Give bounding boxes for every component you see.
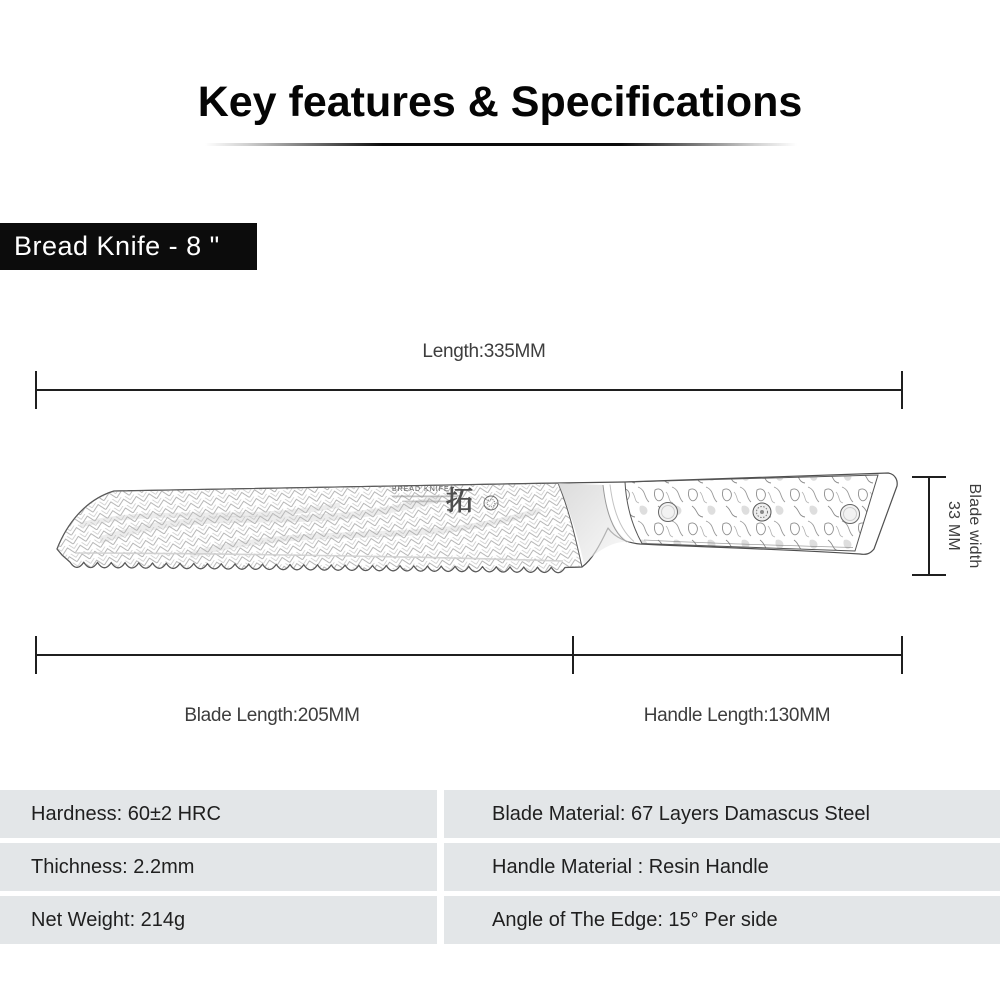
total-length-tick-right [901, 371, 903, 409]
spec-cell-thickness: Thichness: 2.2mm [0, 843, 437, 891]
length-split-tick-left [35, 636, 37, 674]
blade-logo-icon: 拓 [446, 486, 473, 517]
handle-length-label: Handle Length:130MM [643, 705, 831, 726]
blade-width-label [939, 464, 985, 588]
blade-length-label: Blade Length:205MM [184, 705, 360, 726]
blade-brand-text: BREAD KNIFE [392, 486, 450, 493]
handle-rivet-icon [841, 505, 860, 524]
handle-mosaic-pin-icon [753, 503, 771, 521]
total-length-line [36, 389, 902, 391]
total-length-label: Length:335MM [422, 341, 546, 362]
page-title: Key features & Specifications [197, 78, 803, 126]
blade-width-label-line1: Blade width [966, 483, 983, 569]
spec-cell-handle-material: Handle Material : Resin Handle [444, 843, 1000, 891]
handle-rivet-icon [659, 503, 678, 522]
length-split-tick-middle [572, 636, 574, 674]
knife-illustration [40, 450, 910, 600]
blade-fine-print-line [402, 501, 448, 503]
spec-cell-hardness: Hardness: 60±2 HRC [0, 790, 437, 838]
length-split-tick-right [901, 636, 903, 674]
blade-width-line [928, 477, 930, 575]
product-label: Bread Knife - 8 " [0, 223, 257, 270]
spec-cell-net-weight: Net Weight: 214g [0, 896, 437, 944]
spec-cell-edge-angle: Angle of The Edge: 15° Per side [444, 896, 1000, 944]
title-divider [205, 143, 797, 146]
spec-cell-blade-material: Blade Material: 67 Layers Damascus Steel [444, 790, 1000, 838]
length-split-line [36, 654, 902, 656]
total-length-tick-left [35, 371, 37, 409]
blade-width-label-line2: 33 MM [945, 501, 962, 551]
